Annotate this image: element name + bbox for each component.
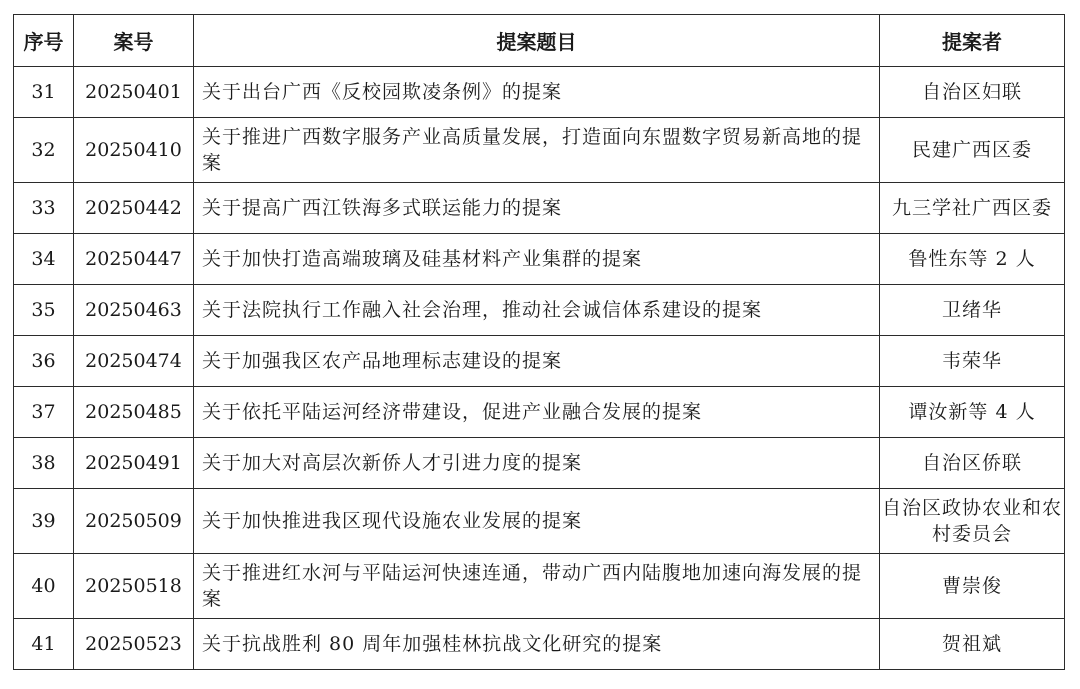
row-index: 40 xyxy=(14,554,74,619)
row-proposer: 韦荣华 xyxy=(880,336,1065,387)
row-proposer: 自治区妇联 xyxy=(880,67,1065,118)
row-proposer: 曹崇俊 xyxy=(880,554,1065,619)
row-index: 37 xyxy=(14,387,74,438)
table-row xyxy=(14,387,1065,438)
row-proposal-title: 关于抗战胜利 80 周年加强桂林抗战文化研究的提案 xyxy=(194,619,880,670)
row-proposal-title: 关于法院执行工作融入社会治理，推动社会诚信体系建设的提案 xyxy=(194,285,880,336)
row-index: 39 xyxy=(14,489,74,554)
table-header-row xyxy=(14,15,1065,67)
table-row xyxy=(14,489,1065,554)
row-case-number: 20250485 xyxy=(74,387,194,438)
row-proposal-title: 关于推进广西数字服务产业高质量发展，打造面向东盟数字贸易新高地的提案 xyxy=(194,118,880,183)
table-row xyxy=(14,234,1065,285)
row-case-number: 20250509 xyxy=(74,489,194,554)
row-case-number: 20250518 xyxy=(74,554,194,619)
table-row xyxy=(14,67,1065,118)
row-case-number: 20250442 xyxy=(74,183,194,234)
row-proposal-title: 关于出台广西《反校园欺凌条例》的提案 xyxy=(194,67,880,118)
row-proposer: 自治区政协农业和农村委员会 xyxy=(880,489,1065,554)
row-proposal-title: 关于加强我区农产品地理标志建设的提案 xyxy=(194,336,880,387)
table-row xyxy=(14,619,1065,670)
row-proposer: 贺祖斌 xyxy=(880,619,1065,670)
row-index: 32 xyxy=(14,118,74,183)
table-row xyxy=(14,118,1065,183)
header-case-number: 案号 xyxy=(74,15,194,67)
row-proposer: 卫绪华 xyxy=(880,285,1065,336)
row-proposal-title: 关于加大对高层次新侨人才引进力度的提案 xyxy=(194,438,880,489)
row-proposer: 鲁性东等 2 人 xyxy=(880,234,1065,285)
row-index: 36 xyxy=(14,336,74,387)
row-proposal-title: 关于推进红水河与平陆运河快速连通，带动广西内陆腹地加速向海发展的提案 xyxy=(194,554,880,619)
row-index: 38 xyxy=(14,438,74,489)
table-row xyxy=(14,285,1065,336)
row-proposer: 谭汝新等 4 人 xyxy=(880,387,1065,438)
row-proposal-title: 关于加快打造高端玻璃及硅基材料产业集群的提案 xyxy=(194,234,880,285)
table-row xyxy=(14,438,1065,489)
row-case-number: 20250401 xyxy=(74,67,194,118)
row-proposer: 自治区侨联 xyxy=(880,438,1065,489)
table-row xyxy=(14,336,1065,387)
header-proposal-title: 提案题目 xyxy=(194,15,880,67)
row-case-number: 20250491 xyxy=(74,438,194,489)
row-case-number: 20250474 xyxy=(74,336,194,387)
row-case-number: 20250410 xyxy=(74,118,194,183)
table-row xyxy=(14,554,1065,619)
header-index: 序号 xyxy=(14,15,74,67)
row-index: 41 xyxy=(14,619,74,670)
header-proposer: 提案者 xyxy=(880,15,1065,67)
proposal-table-container xyxy=(13,14,1065,670)
table-row xyxy=(14,183,1065,234)
row-case-number: 20250447 xyxy=(74,234,194,285)
row-case-number: 20250523 xyxy=(74,619,194,670)
proposal-table xyxy=(13,14,1065,670)
row-proposer: 九三学社广西区委 xyxy=(880,183,1065,234)
row-proposal-title: 关于提高广西江铁海多式联运能力的提案 xyxy=(194,183,880,234)
row-index: 35 xyxy=(14,285,74,336)
row-proposer: 民建广西区委 xyxy=(880,118,1065,183)
row-proposal-title: 关于加快推进我区现代设施农业发展的提案 xyxy=(194,489,880,554)
row-index: 33 xyxy=(14,183,74,234)
row-proposal-title: 关于依托平陆运河经济带建设，促进产业融合发展的提案 xyxy=(194,387,880,438)
row-index: 34 xyxy=(14,234,74,285)
row-case-number: 20250463 xyxy=(74,285,194,336)
row-index: 31 xyxy=(14,67,74,118)
